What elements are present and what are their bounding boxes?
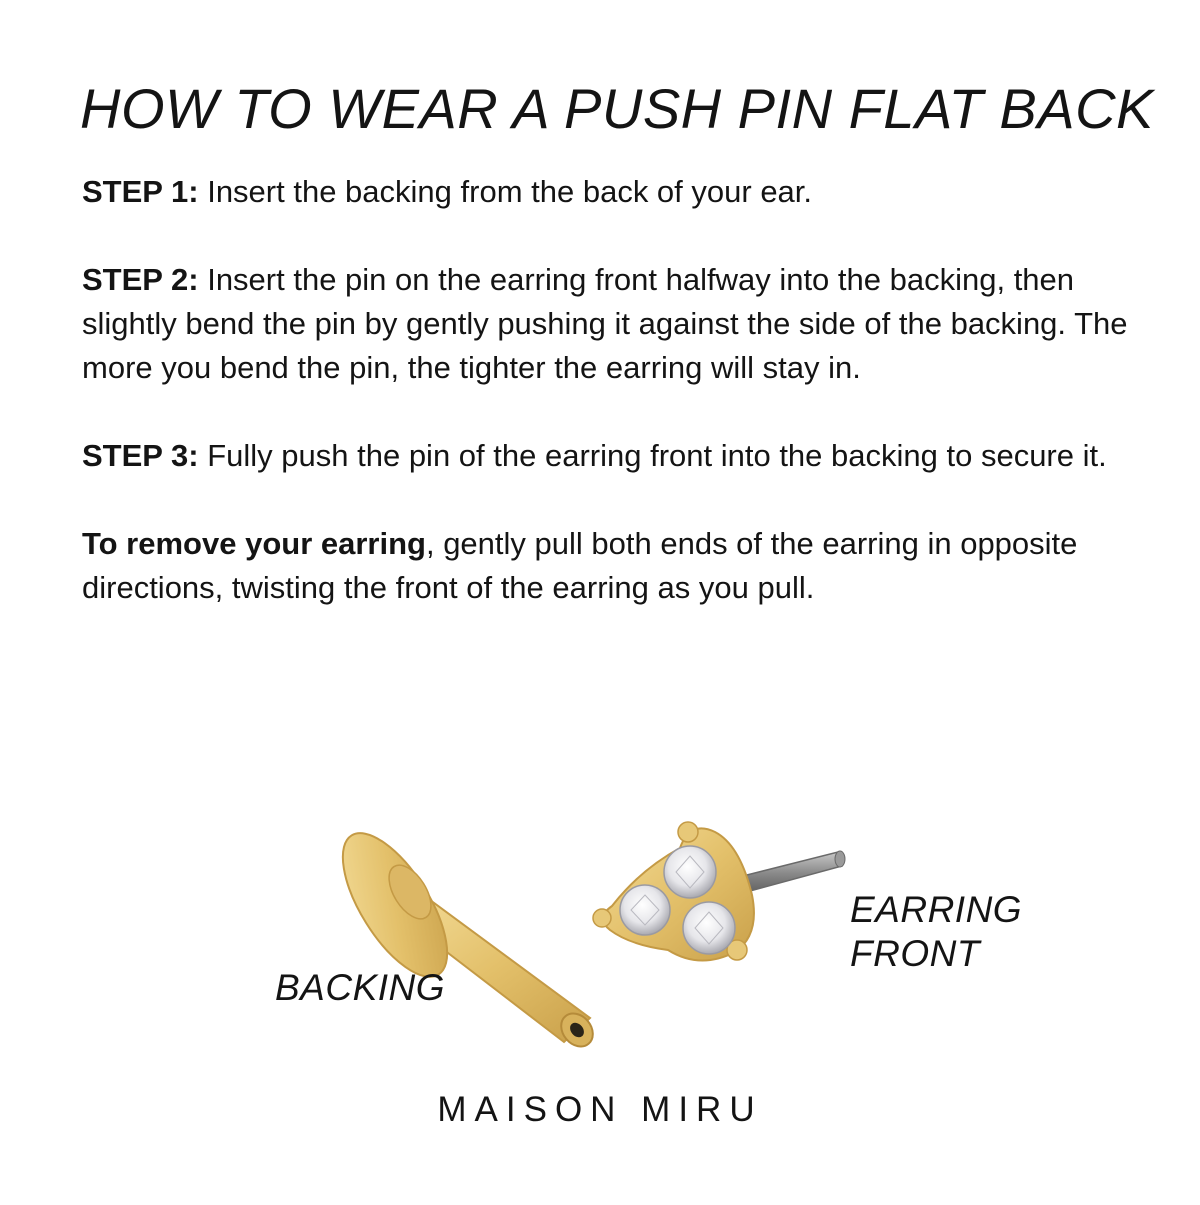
gem-left — [620, 885, 670, 935]
backing-part — [323, 817, 600, 1052]
backing-label: BACKING — [275, 967, 446, 1008]
earring-front-label-line2: FRONT — [850, 933, 980, 974]
earring-front-part — [593, 822, 754, 961]
step-1-label: STEP 1: — [82, 174, 199, 209]
removal-label: To remove your earring — [82, 526, 426, 561]
step-3-text: Fully push the pin of the earring front into the backing to secure it. — [198, 438, 1107, 473]
step-2 — [82, 258, 1142, 390]
earring-front-label-line1: EARRING — [850, 889, 1023, 930]
removal-instructions — [82, 522, 1142, 610]
step-2-label: STEP 2: — [82, 262, 199, 297]
gem-right — [683, 902, 735, 954]
step-1 — [82, 170, 1142, 214]
step-3 — [82, 434, 1142, 478]
product-illustration — [0, 760, 1200, 1200]
instructions — [82, 170, 1142, 654]
step-2-text: Insert the pin on the earring front halfway into the backing, then slightly bend the pin by gently pushing it against the side of the backing. The more you bend the pin, the tighter the earring will stay in. — [82, 262, 1128, 385]
page-title: HOW TO WEAR A PUSH PIN FLAT BACK — [80, 77, 1154, 140]
earring-front-label — [850, 888, 1022, 976]
earring-parts-image — [0, 760, 1200, 1200]
removal-text: , gently pull both ends of the earring in opposite directions, twisting the front of the earring as you pull. — [82, 526, 1078, 605]
step-3-label: STEP 3: — [82, 438, 199, 473]
earring-pin — [735, 851, 845, 894]
gem-top — [664, 846, 716, 898]
brand-logo: MAISON MIRU — [437, 1090, 763, 1129]
step-1-text: Insert the backing from the back of your ear. — [198, 174, 813, 209]
